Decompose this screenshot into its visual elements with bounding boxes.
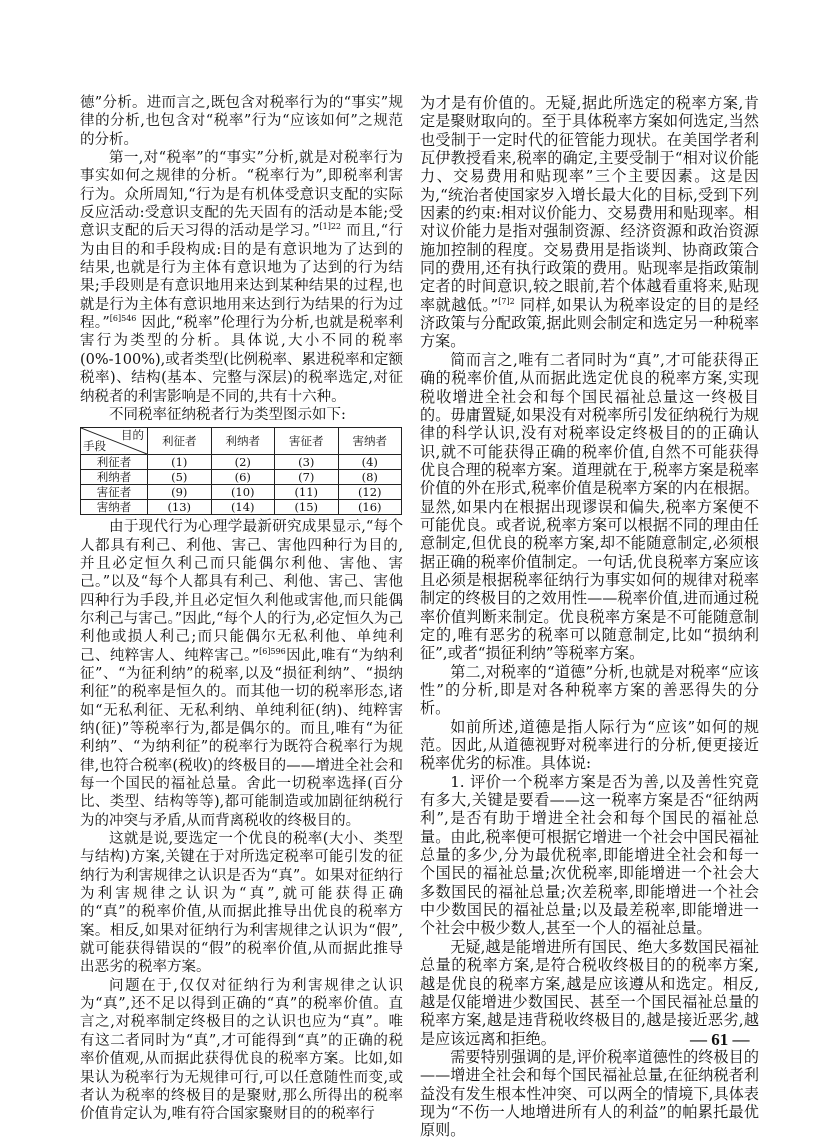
- paragraph: 如前所述,道德是指人际行为“应该”如何的规范。因此,从道德视野对税率进行的分析,便更接近税率优劣的标准。具体说:: [420, 717, 759, 773]
- table-cell: (15): [275, 500, 339, 515]
- table-cell: (2): [211, 455, 275, 470]
- paragraph: [420, 94, 759, 351]
- column-header: 利纳者: [211, 428, 275, 455]
- paragraph-text: 第一,对“税率”的“事实”分析,就是对税率行为事实如何之规律的分析。“税率行为”,即税率利害行为。众所周知,“行为是有机体受意识支配的实际反应活动:受意识支配的先天固有的活动是本能;受意识支配的后天习得的活动是学习。”: [80, 150, 403, 240]
- table-cell: (5): [148, 470, 212, 485]
- table-row: [81, 455, 402, 470]
- row-header: 利征者: [81, 455, 148, 470]
- table-cell: (10): [211, 485, 275, 500]
- paragraph: 问题在于,仅仅对征纳行为利害规律之认识为“真”,还不足以得到正确的“真”的税率价值。直言之,对税率制定终极目的之认识也应为“真”。唯有这二者同时为“真”,才可能得到“真”的正确的税率价值观,从而据此获得优良的税率方案。比如,如果认为税率行为无规律可行,可以任意随性而变,或者认为税率的终极目的是聚财,那么所得出的税率价值肯定认为,唯有符合国家聚财目的的税率行: [80, 977, 403, 1123]
- paragraph: 这就是说,要选定一个优良的税率(大小、类型与结构)方案,关键在于对所选定税率可能引发的征纳行为利害规律之认识是否为“真”。如果对征纳行为利害规律之认识为“真”,就可能获得正确的“真”的税率价值,从而据此推导出优良的税率方案。相反,如果对征纳行为利害规律之认识为“假”,就可能获得错误的“假”的税率价值,从而据此推导出恶劣的税率方案。: [80, 831, 403, 976]
- row-header: 害纳者: [81, 500, 148, 515]
- table-cell: (12): [338, 485, 402, 500]
- table-cell: (13): [148, 500, 212, 515]
- citation: [7]2: [498, 296, 515, 306]
- row-header: 害征者: [81, 485, 148, 500]
- table-row: [81, 500, 402, 515]
- paragraph: 需要特别强调的是,评价税率道德性的终极目的——增进全社会和每个国民福祉总量,在征纳税者利益没有发生根本性冲突、可以两全的情境下,具体表现为“不伤一人地增进所有人的利益”的帕累托最优原则。: [420, 1047, 759, 1140]
- column-header: 害征者: [275, 428, 339, 455]
- table-caption: 不同税率征纳税者行为类型图示如下:: [109, 406, 346, 423]
- left-column: [80, 94, 403, 1124]
- paragraph: [80, 518, 403, 830]
- table-cell: (11): [275, 485, 339, 500]
- table-cell: (9): [148, 485, 212, 500]
- column-header: 害纳者: [338, 428, 402, 455]
- citation: [6]546: [109, 314, 137, 324]
- right-column: [420, 94, 759, 1140]
- paragraph-text: 同样,如果认为税率设定的目的是经济政策与分配政策,据此则会制定和选定另一种税率方案。: [420, 295, 759, 351]
- paragraph-text: 因此,唯有“为纳利征”、“为征利纳”的税率,以及“损征利纳”、“损纳利征”的税率是恒久的。而其他一切的税率形态,诸如“无私利征、无私利纳、单纯利征(纳)、纯粹害纳(征)”等税率行为,都是偶尔的。而且,唯有“为征利纳”、“为纳利征”的税率行为既符合税率行为规律,也符合税率(税收)的终极目的——增进全社会和每一个国民的福祉总量。舍此一切税率选择(百分比、类型、结构等等),都可能制造或加剧征纳税行为的冲突与矛盾,从而背离税收的终极目的。: [80, 647, 403, 829]
- paragraph-text: 由于现代行为心理学最新研究成果显示,“每个人都具有利己、利他、害己、害他四种行为目的,并且必定恒久利己而只能偶尔利他、害他、害己。”以及“每个人都具有利己、利他、害己、害他四种行为手段,并且必定恒久利他或害他,而只能偶尔利己与害己。”因此,“每个人的行为,必定恒久为己利他或损人利己;而只能偶尔无私利他、单纯利己、纯粹害人、纯粹害己。”: [80, 519, 403, 664]
- table-cell: (7): [275, 470, 339, 485]
- table-corner-cell: [81, 428, 148, 455]
- corner-label-top: 目的: [121, 428, 144, 443]
- paragraph: [80, 149, 403, 406]
- corner-label-bottom: 手段: [83, 439, 106, 454]
- paragraph: 简而言之,唯有二者同时为“真”,才可能获得正确的税率价值,从而据此选定优良的税率方案,实现税收增进全社会和每个国民福祉总量这一终极目的。毋庸置疑,如果没有对税率所引发征纳税行为规律的科学认识,没有对税率设定终极目的的正确认识,就不可能获得正确的税率价值,自然不可能获得优良合理的税率方案。道理就在于,税率方案是税率价值的外在形式,税率价值是税率方案的内在根据。显然,如果内在根据出现谬误和偏失,税率方案便不可能优良。或者说,税率方案可以根据不同的理由任意制定,但优良的税率方案,却不能随意制定,必须根据正确的税率价值制定。一句话,优良税率方案应该且必须是根据税率征纳行为事实如何的规律对税率制定的终极目的之效用性——税率价值,进而通过税率价值判断来制定。优良税率方案是不可能随意制定的,唯有恶劣的税率可以随意制定,比如“损纳利征”,或者“损征利纳”等税率方案。: [420, 350, 759, 663]
- table-cell: (14): [211, 500, 275, 515]
- paragraph-text: 而且,“行为由目的和手段构成:目的是有意识地为了达到的结果,也就是行为主体有意识地为了达到的行为结果;手段则是有意识地用来达到某种结果的过程,也就是行为主体有意识地用来达到行为结果的行为过程。”: [80, 223, 403, 332]
- table-cell: (4): [338, 455, 402, 470]
- table-cell: (3): [275, 455, 339, 470]
- paragraph: 1. 评价一个税率方案是否为善,以及善性究竟有多大,关键是要看——这一税率方案是否“征纳两利”,是否有助于增进全社会和每个国民的福祉总量。由此,税率便可根据它增进一个社会中国民福祉总量的多少,分为最优税率,即能增进全社会和每一个国民的福祉总量;次优税率,即能增进一个社会大多数国民的福祉总量;次差税率,即能增进一个社会中少数国民的福祉总量;以及最差税率,即能增进一个社会中极少数人,甚至一个人的福祉总量。: [420, 772, 759, 938]
- paragraph: 无疑,越是能增进所有国民、绝大多数国民福祉总量的税率方案,是符合税收终极目的的税率方案,越是优良的税率方案,越是应该遵从和选定。相反,越是仅能增进少数国民、甚至一个国民福祉总量的税率方案,越是违背税收终极目的,越是接近恶劣,越是应该远离和拒绝。: [420, 937, 759, 1048]
- paragraph-text: 为才是有价值的。无疑,据此所选定的税率方案,肯定是聚财取向的。至于具体税率方案如何选定,当然也受制于一定时代的征管能力现状。在美国学者利瓦伊教授看来,税率的确定,主要受制于“相对议价能力、交易费用和贴现率”三个主要因素。这是因为,“统治者使国家岁入增长最大化的目标,受到下列因素的约束:相对议价能力、交易费用和贴现率。相对议价能力是指对强制资源、经济资源和政治资源施加控制的程度。交易费用是指谈判、协商政策合同的费用,还有执行政策的费用。贴现率是指政策制定者的时间意识,较之眼前,若个体越看重将来,贴现率就越低。”: [420, 94, 759, 314]
- paragraph: 德”分析。进而言之,既包含对税率行为的“事实”规律的分析,也包含对“税率”行为“应该如何”之规范的分析。: [80, 95, 403, 148]
- table-row: [81, 485, 402, 500]
- table-row: [81, 470, 402, 485]
- page-number: — 61 —: [690, 1030, 750, 1049]
- table-header-row: [81, 428, 402, 455]
- citation: [6]596: [259, 646, 286, 656]
- column-header: 利征者: [148, 428, 212, 455]
- table-cell: (1): [148, 455, 212, 470]
- row-header: 利纳者: [81, 470, 148, 485]
- paragraph: 第二,对税率的“道德”分析,也就是对税率“应该性”的分析,即是对各种税率方案的善恶得失的分析。: [420, 662, 759, 718]
- citation: [1]22: [319, 222, 342, 232]
- table-cell: (6): [211, 470, 275, 485]
- paragraph-text: 因此,“税率”伦理行为分析,也就是税率利害行为类型的分析。具体说,大小不同的税率(0%-100%),或者类型(比例税率、累进税率和定额税率)、结构(基本、完整与深层)的税率选定,对征纳税者的利害影响是不同的,共有十六种。: [80, 315, 403, 405]
- table-cell: (16): [338, 500, 402, 515]
- table-cell: (8): [338, 470, 402, 485]
- behavior-type-table: [80, 427, 402, 515]
